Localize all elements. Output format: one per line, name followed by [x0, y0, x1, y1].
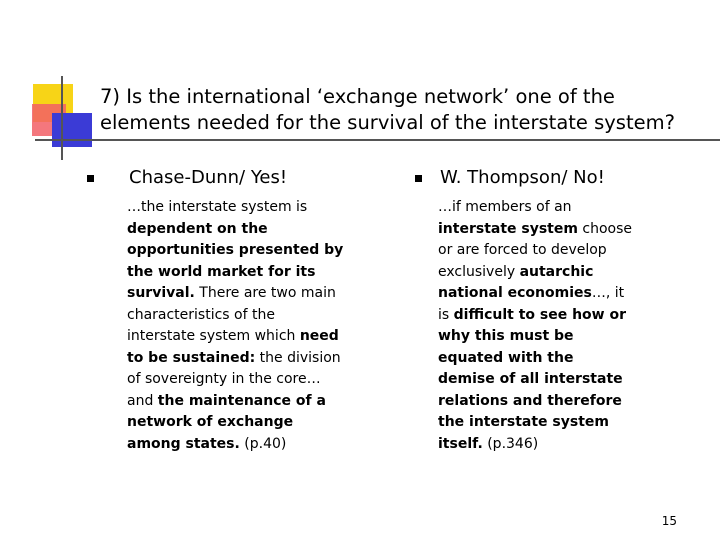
quote-line: [127, 262, 382, 284]
quote-segment: and: [127, 392, 158, 409]
quote-segment: need: [299, 328, 339, 344]
quote-line: [127, 197, 382, 219]
quote-line: [127, 348, 382, 370]
quote-line: [127, 412, 382, 434]
quote-line: [438, 305, 668, 327]
quote-segment: autarchic: [519, 263, 594, 280]
quote-segment: or are forced to develop: [438, 242, 607, 258]
quote-line: [438, 412, 668, 434]
quote-segment: among states.: [127, 435, 240, 452]
quote-segment: of sovereignty in the core…: [127, 371, 321, 387]
quote-line: [127, 326, 382, 348]
quote-line: [127, 391, 382, 413]
quote-segment: …if members of an: [438, 199, 572, 215]
quote-line: [127, 305, 382, 327]
quote-segment: the interstate system: [438, 414, 609, 430]
quote-line: [127, 369, 382, 391]
quote-line: [127, 240, 382, 262]
right-heading: W. Thompson/ No!: [440, 167, 605, 188]
decor-vertical-line: [61, 76, 63, 160]
quote-segment: dependent on the: [127, 220, 268, 237]
quote-segment: the world market for its: [127, 263, 316, 280]
left-heading: Chase-Dunn/ Yes!: [129, 167, 288, 188]
quote-segment: difficult to see how or: [453, 306, 627, 323]
quote-line: [438, 262, 668, 284]
page-number: 15: [661, 514, 677, 528]
quote-segment: There are two main: [194, 285, 336, 301]
quote-segment: (p.346): [482, 435, 539, 452]
quote-segment: exclusively: [438, 263, 520, 280]
decor-blue-square: [52, 113, 92, 147]
quote-line: [438, 326, 668, 348]
left-quote: [127, 197, 382, 455]
title-line-1: 7) Is the international ‘exchange network’ one of the: [100, 85, 615, 108]
quote-line: [438, 240, 668, 262]
quote-segment: is: [438, 306, 454, 323]
quote-line: [438, 369, 668, 391]
title-line-2: elements needed for the survival of the interstate system?: [100, 111, 675, 134]
quote-segment: interstate system which: [127, 328, 300, 344]
quote-line: [438, 434, 668, 456]
quote-segment: relations and therefore: [438, 392, 622, 409]
bullet-square-icon: [87, 175, 94, 182]
quote-line: [438, 391, 668, 413]
quote-segment: opportunities presented by: [127, 242, 344, 258]
quote-segment: …, it: [591, 285, 625, 301]
quote-segment: (p.40): [239, 435, 287, 452]
quote-segment: …the interstate system is: [127, 199, 308, 215]
quote-segment: demise of all interstate: [438, 371, 623, 387]
quote-line: [438, 348, 668, 370]
quote-segment: interstate system: [438, 220, 578, 237]
quote-line: [127, 434, 382, 456]
quote-segment: the maintenance of a: [157, 392, 326, 409]
quote-line: [127, 219, 382, 241]
quote-line: [438, 283, 668, 305]
quote-segment: to be sustained:: [127, 349, 256, 366]
quote-line: [127, 283, 382, 305]
quote-segment: network of exchange: [127, 414, 294, 430]
quote-segment: itself.: [438, 435, 483, 452]
quote-segment: equated with the: [438, 349, 574, 366]
quote-segment: the division: [255, 349, 341, 366]
decor-horizontal-line: [35, 139, 720, 141]
quote-segment: characteristics of the: [127, 306, 275, 323]
slide-title: [100, 84, 700, 136]
right-quote: [438, 197, 668, 455]
quote-segment: why this must be: [438, 328, 574, 344]
bullet-square-icon: [415, 175, 422, 182]
quote-segment: choose: [577, 220, 633, 237]
quote-segment: national economies: [438, 285, 592, 301]
quote-line: [438, 197, 668, 219]
quote-segment: survival.: [127, 285, 195, 301]
quote-line: [438, 219, 668, 241]
